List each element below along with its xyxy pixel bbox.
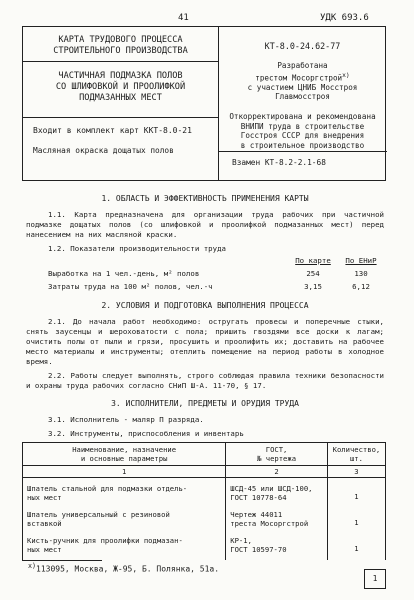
footnote-mark: x) [342,71,350,79]
page-number: 41 [178,13,189,23]
developer-info [218,61,387,102]
gost-line: Чертеж 44011 [230,510,283,519]
column-header [327,443,385,466]
name-line: ных мест [27,493,62,502]
approval-line: Госстроя СССР для внедрения [240,131,365,141]
subject-line: ЧАСТИЧНАЯ ПОДМАЗКА ПОЛОВ [58,71,183,81]
tool-name [23,504,226,530]
header-rule [23,117,218,118]
developer-line: с участием ЦНИБ Мосстроя [247,82,358,92]
table-row [23,504,386,530]
column-header [226,443,328,466]
tool-qty: 1 [327,504,385,530]
column-header [23,443,226,466]
page-box: 1 [364,569,386,589]
column-number: 1 [23,466,226,478]
developer-line: Главмосстроя [275,92,330,102]
col-enir: По ЕНиР [345,255,377,265]
tool-qty: 1 [327,478,385,505]
paragraph: 3.1. Исполнитель - маляр П разряда. [48,415,204,424]
indicator-row [26,267,384,280]
indicator-label: Затраты труда на 100 м² полов, чел.-ч [48,281,213,291]
section-title: 3. ИСПОЛНИТЕЛИ, ПРЕДМЕТЫ И ОРУДИЯ ТРУДА [111,399,299,408]
footnote-rule [22,560,102,561]
column-number-row [23,466,386,478]
card-subject [23,71,218,104]
approval-line: в строительное производство [240,140,365,150]
column-number: 2 [226,466,328,478]
table-row [23,530,386,560]
card-code: КТ-8.0-24.62-77 [264,41,341,51]
title-line: СТРОИТЕЛЬНОГО ПРОИЗВОДСТВА [53,46,188,56]
tool-name [23,530,226,560]
name-line: Кисть-ручник для проолифки подмазан- [27,536,183,545]
udk-code: УДК 693.6 [320,13,369,23]
approval-info [218,112,387,150]
indicator-enir-value: 130 [354,268,368,278]
column-number: 3 [327,466,385,478]
card-type-title [23,35,218,57]
header-line: Количество, [332,445,381,454]
tool-qty: 1 [327,530,385,560]
header-line: Наименование, назначение [72,445,177,454]
indicator-row [26,280,384,293]
paragraph: 1.2. Показатели производительности труда [48,244,226,253]
footnote [28,562,219,574]
paragraph: 1.1. Карта предназначена для организации труда рабочих при частичной подмазке дощатых полов (со шлифовкой и проолифкой подмазанных мест) перед нанесением на них масляной краски. [26,210,384,239]
name-line: Шпатель универсальный с резиновой [27,510,170,519]
tool-name [23,478,226,505]
subject-line: СО ШЛИФОВКОЙ И ПРООЛИФКОЙ [55,82,186,92]
gost-line: треста Мосоргстрой [230,519,309,528]
gost-line: ГОСТ 10597-70 [230,545,287,554]
tool-gost [226,530,328,560]
name-line: ных мест [27,545,62,554]
gost-line: ШСД-45 или ШСД-100, [230,484,313,493]
gost-line: ГОСТ 10778-64 [230,493,287,502]
header-rule [23,61,218,62]
header-line: шт. [349,454,363,463]
header-line: и основные параметры [80,454,168,463]
indicator-label: Выработка на 1 чел.-день, м² полов [48,268,200,278]
header-block [22,26,386,181]
tool-gost [226,478,328,505]
footnote-text: 113095, Москва, Ж-95, Б. Полянка, 51а. [36,564,220,574]
header-line: № чертежа [257,454,297,463]
subject-line: ПОДМАЗАННЫХ МЕСТ [79,93,162,103]
col-card: По карте [295,255,331,265]
name-line: Шпатель стальной для подмазки отдель- [27,484,188,493]
indicator-card-value: 254 [306,268,320,278]
indicator-card-value: 3,15 [304,281,322,291]
approval-line: Откорректирована и рекомендована [229,112,376,121]
section-title: 1. ОБЛАСТЬ И ЭФФЕКТИВНОСТЬ ПРИМЕНЕНИЯ КАРТЫ [101,194,309,203]
developer-line: Разработана [277,61,328,70]
paragraph: 2.1. До начала работ необходимо: остругать провесы и поперечные стыки, снять заусенцы и шероховатости с пола; пришить гвоздями все доски к лагам; очистить полы от пыли и грязи, просушить и проолифить их; доставить на рабочее место материалы и инструменты; отеплить помещение на период работы в холодное время. [26,317,384,366]
complect-info: Входит в комплект карт ККТ-8.0-21 [33,126,192,135]
name-line: вставкой [27,519,62,528]
paragraph: 2.2. Работы следует выполнять, строго соблюдая правила техники безопасности и охраны труда рабочих согласно СНиП Ш-А. 11-70, § 17. [26,371,384,390]
footnote-mark: x) [28,562,37,570]
developer-line [218,71,387,83]
gost-line: КР-1, [230,536,252,545]
indicator-enir-value: 6,12 [352,281,370,291]
title-line: КАРТА ТРУДОВОГО ПРОЦЕССА [58,35,183,45]
paragraph: 3.2. Инструменты, приспособления и инвентарь [48,429,244,438]
header-rule [218,151,387,152]
table-header-row [23,443,386,466]
indicator-header [26,254,384,267]
developer-name: трестом Мосоргстрой [255,73,343,83]
tools-table [22,442,386,560]
document-body [26,186,384,439]
header-line: ГОСТ, [265,445,288,454]
approval-line: ВНИПИ труда в строительстве [240,121,365,131]
section-title: 2. УСЛОВИЯ И ПОДГОТОВКА ВЫПОЛНЕНИЯ ПРОЦЕССА [101,301,309,310]
tool-gost [226,504,328,530]
complect-title: Масляная окраска дощатых полов [33,146,174,155]
table-row [23,478,386,505]
replaces-info: Взамен КТ-8.2-2.1-68 [232,158,326,167]
